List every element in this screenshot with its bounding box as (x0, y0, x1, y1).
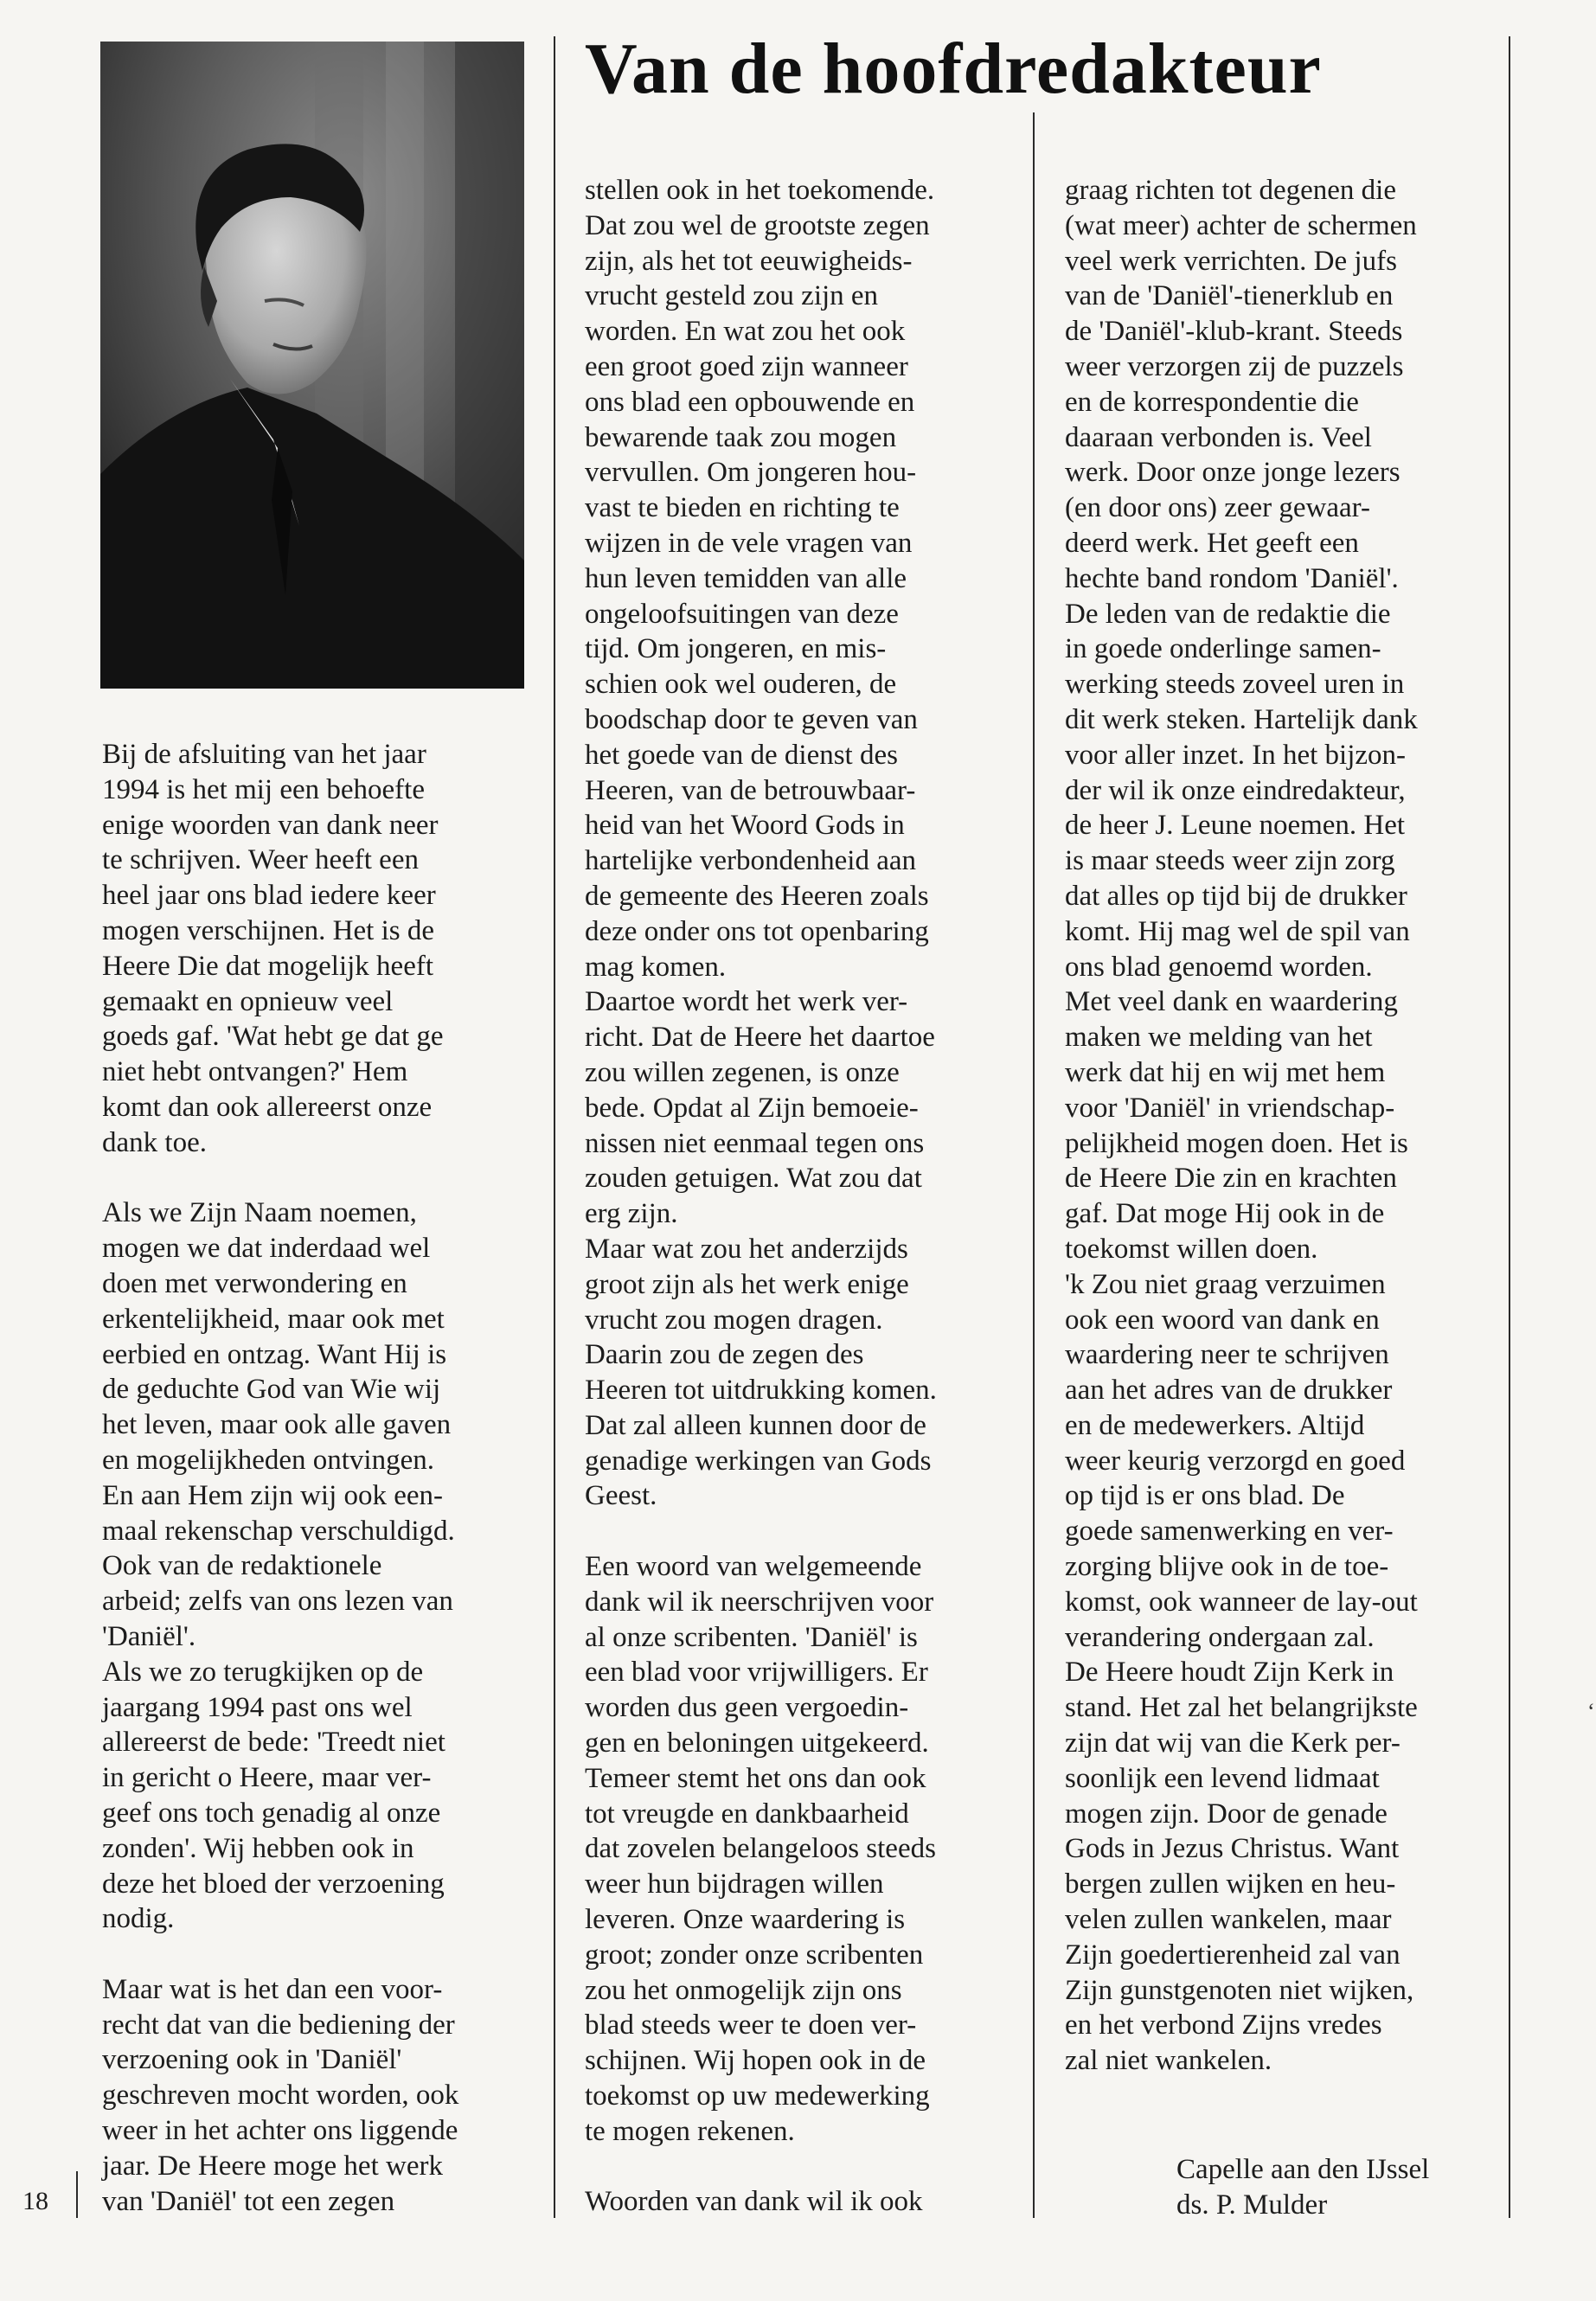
text-line: van de 'Daniël'-tienerklub en (1065, 280, 1394, 312)
text-line: werk dat hij en wij met hem (1065, 1056, 1386, 1088)
signature-place: Capelle aan den IJssel (1176, 2154, 1430, 2185)
text-line: zorging blijve ook in de toe- (1065, 1551, 1389, 1583)
edge-mark: ‘ (1587, 1699, 1595, 1724)
article-title: Van de hoofdredakteur (585, 29, 1322, 109)
text-line: aan het adres van de drukker (1065, 1375, 1393, 1407)
text-line: deze het bloed der verzoening (102, 1868, 445, 1900)
text-line: veel werk verrichten. De jufs (1065, 245, 1397, 277)
text-line: boodschap door te geven van (585, 703, 918, 735)
text-line: tijd. Om jongeren, en mis- (585, 633, 887, 665)
text-line: de gemeente des Heeren zoals (585, 880, 929, 912)
text-line: komt. Hij mag wel de spil van (1065, 915, 1410, 947)
text-line: daaraan verbonden is. Veel (1065, 421, 1372, 453)
text-line: Daarin zou de zegen des (585, 1339, 864, 1371)
text-line: bede. Opdat al Zijn bemoeie- (585, 1092, 919, 1124)
text-line: heid van het Woord Gods in (585, 810, 905, 842)
text-line: ongeloofsuitingen van deze (585, 598, 899, 630)
text-line: geef ons toch genadig al onze (102, 1797, 441, 1829)
text-line: zonden'. Wij hebben ook in (102, 1832, 414, 1864)
text-line: op tijd is er ons blad. De (1065, 1480, 1345, 1512)
text-line: enige woorden van dank neer (102, 809, 439, 841)
text-line: goeds gaf. 'Wat hebt ge dat ge (102, 1021, 444, 1053)
text-line: komt dan ook allereerst onze (102, 1091, 433, 1123)
text-line: en het verbond Zijns vredes (1065, 2009, 1382, 2041)
text-line: nissen niet eenmaal tegen ons (585, 1127, 925, 1159)
text-line: een blad voor vrijwilligers. Er (585, 1657, 928, 1689)
text-line: Ook van de redaktionele (102, 1550, 382, 1582)
text-line: doen met verwondering en (102, 1267, 407, 1299)
text-line: leveren. Onze waardering is (585, 1904, 906, 1936)
text-line: Als we Zijn Naam noemen, (102, 1197, 417, 1229)
text-line: dank toe. (102, 1126, 207, 1158)
text-line: zouden getuigen. Wat zou dat (585, 1163, 922, 1195)
text-line: niet hebt ontvangen?' Hem (102, 1056, 408, 1088)
text-line: weer in het achter ons liggende (102, 2115, 458, 2147)
text-line: waardering neer te schrijven (1065, 1339, 1389, 1371)
text-line: voor 'Daniël' in vriendschap- (1065, 1092, 1395, 1124)
signature-block (1176, 2152, 1429, 2223)
text-line: mogen zijn. Door de genade (1065, 1798, 1388, 1830)
text-line: Dat zal alleen kunnen door de (585, 1409, 926, 1441)
text-line: zou willen zegenen, is onze (585, 1056, 900, 1088)
text-line: het goede van de dienst des (585, 739, 898, 771)
text-line: jaargang 1994 past ons wel (102, 1691, 413, 1723)
text-line: genadige werkingen van Gods (585, 1445, 932, 1477)
text-line: verandering ondergaan zal. (1065, 1621, 1375, 1653)
text-line: goede samenwerking en ver- (1065, 1516, 1394, 1548)
text-line: verzoening ook in 'Daniël' (102, 2044, 402, 2076)
text-line: stellen ook in het toekomende. (585, 175, 935, 206)
text-line: geschreven mocht worden, ook (102, 2080, 459, 2112)
text-line: recht dat van die bediening der (102, 2009, 455, 2041)
text-line: heel jaar ons blad iedere keer (102, 880, 436, 912)
text-line: Heeren tot uitdrukking komen. (585, 1375, 937, 1407)
text-line: en de medewerkers. Altijd (1065, 1409, 1365, 1441)
text-line: de Heere Die zin en krachten (1065, 1163, 1397, 1195)
column-rule-1 (554, 36, 555, 2218)
text-line: weer verzorgen zij de puzzels (1065, 350, 1404, 382)
text-line: de 'Daniël'-klub-krant. Steeds (1065, 316, 1403, 348)
text-line: mogen verschijnen. Het is de (102, 914, 434, 946)
text-line: wijzen in de vele vragen van (585, 527, 913, 559)
text-line: blad steeds weer te doen ver- (585, 2009, 917, 2041)
text-line: van 'Daniël' tot een zegen (102, 2185, 395, 2217)
paragraph-gap (102, 1161, 458, 1196)
body-column-3 (1065, 173, 1418, 2079)
text-line: dank wil ik neerschrijven voor (585, 1586, 934, 1618)
text-line: maken we melding van het (1065, 1022, 1373, 1054)
text-line: 'Daniël'. (102, 1620, 196, 1652)
text-line: zou het onmogelijk zijn ons (585, 1974, 902, 2006)
text-line: hechte band rondom 'Daniël'. (1065, 562, 1399, 594)
text-line: ons blad een opbouwende en (585, 386, 915, 418)
right-margin-rule (1509, 36, 1510, 2218)
text-line: Als we zo terugkijken op de (102, 1656, 424, 1688)
text-line: nodig. (102, 1903, 175, 1935)
text-line: Zijn goedertierenheid zal van (1065, 1939, 1401, 1971)
text-line: toekomst willen doen. (1065, 1233, 1318, 1265)
text-line: Heeren, van de betrouwbaar- (585, 774, 916, 806)
text-line: velen zullen wankelen, maar (1065, 1904, 1392, 1936)
text-line: deerd werk. Het geeft een (1065, 527, 1359, 559)
text-line: voor aller inzet. In het bijzon- (1065, 739, 1407, 771)
text-line: 'k Zou niet graag verzuimen (1065, 1268, 1386, 1300)
signature-name: ds. P. Mulder (1176, 2189, 1328, 2221)
author-photo (100, 42, 524, 689)
text-line: Temeer stemt het ons dan ook (585, 1762, 926, 1794)
text-line: 1994 is het mij een behoefte (102, 773, 425, 805)
text-line: Daartoe wordt het werk ver- (585, 986, 908, 1018)
left-margin-rule (76, 2171, 78, 2218)
text-line: Een woord van welgemeende (585, 1551, 922, 1583)
text-line: mag komen. (585, 951, 727, 983)
text-line: groot zijn als het werk enige (585, 1268, 909, 1300)
text-line: vrucht gesteld zou zijn en (585, 280, 879, 312)
text-line: worden dus geen vergoedin- (585, 1692, 909, 1724)
text-line: tot vreugde en dankbaarheid (585, 1798, 909, 1830)
text-line: pelijkheid mogen doen. Het is (1065, 1127, 1408, 1159)
text-line: en mogelijkheden ontvingen. (102, 1444, 434, 1476)
text-line: dat alles op tijd bij de drukker (1065, 880, 1407, 912)
text-line: en de korrespondentie die (1065, 386, 1359, 418)
text-line: toekomst op uw medewerking (585, 2080, 930, 2112)
text-line: schijnen. Wij hopen ook in de (585, 2045, 926, 2077)
text-line: te mogen rekenen. (585, 2115, 795, 2147)
text-line: schien ook wel ouderen, de (585, 669, 897, 701)
text-line: werk. Door onze jonge lezers (1065, 457, 1401, 489)
text-line: allereerst de bede: 'Treedt niet (102, 1727, 445, 1759)
text-line: de heer J. Leune noemen. Het (1065, 810, 1406, 842)
text-line: hartelijke verbondenheid aan (585, 845, 916, 877)
text-line: ook een woord van dank en (1065, 1304, 1380, 1336)
text-line: richt. Dat de Heere het daartoe (585, 1022, 935, 1054)
text-line: groot; zonder onze scribenten (585, 1939, 924, 1971)
text-line: een groot goed zijn wanneer (585, 350, 908, 382)
text-line: jaar. De Heere moge het werk (102, 2150, 443, 2182)
text-line: Dat zou wel de grootste zegen (585, 209, 930, 241)
text-line: De Heere houdt Zijn Kerk in (1065, 1657, 1394, 1689)
text-line: weer hun bijdragen willen (585, 1868, 884, 1900)
paragraph-gap (585, 2150, 937, 2185)
text-line: De leden van de redaktie die (1065, 598, 1391, 630)
text-line: gemaakt en opnieuw veel (102, 985, 394, 1017)
text-line: is maar steeds weer zijn zorg (1065, 845, 1395, 877)
text-line: Heere Die dat mogelijk heeft (102, 950, 433, 982)
body-column-1 (102, 737, 458, 2219)
text-line: komst, ook wanneer de lay-out (1065, 1586, 1418, 1618)
text-line: zal niet wankelen. (1065, 2045, 1272, 2077)
body-column-2 (585, 173, 937, 2220)
text-line: erg zijn. (585, 1198, 678, 1230)
text-line: stand. Het zal het belangrijkste (1065, 1692, 1418, 1724)
text-line: bewarende taak zou mogen (585, 421, 897, 453)
text-line: eerbied en ontzag. Want Hij is (102, 1338, 447, 1370)
text-line: het leven, maar ook alle gaven (102, 1409, 452, 1441)
text-line: maal rekenschap verschuldigd. (102, 1515, 455, 1547)
text-line: Geest. (585, 1480, 657, 1512)
text-line: bergen zullen wijken en heu- (1065, 1868, 1396, 1900)
text-line: gen en beloningen uitgekeerd. (585, 1727, 929, 1759)
text-line: dit werk steken. Hartelijk dank (1065, 703, 1418, 735)
text-line: erkentelijkheid, maar ook met (102, 1303, 445, 1335)
text-line: in gericht o Heere, maar ver- (102, 1762, 432, 1794)
text-line: vervullen. Om jongeren hou- (585, 457, 917, 489)
text-line: al onze scribenten. 'Daniël' is (585, 1621, 918, 1653)
text-line: dat zovelen belangeloos steeds (585, 1833, 936, 1865)
paragraph-gap (102, 1937, 458, 1972)
text-line: Woorden van dank wil ik ook (585, 2186, 923, 2218)
text-line: zijn dat wij van die Kerk per- (1065, 1727, 1401, 1759)
text-line: hun leven temidden van alle (585, 562, 907, 594)
text-line: (wat meer) achter de schermen (1065, 209, 1417, 241)
text-line: Met veel dank en waardering (1065, 986, 1398, 1018)
column-rule-2 (1033, 112, 1035, 2218)
text-line: weer keurig verzorgd en goed (1065, 1445, 1406, 1477)
page-number: 18 (22, 2187, 48, 2215)
text-line: arbeid; zelfs van ons lezen van (102, 1586, 453, 1618)
text-line: (en door ons) zeer gewaar- (1065, 492, 1370, 524)
text-line: der wil ik onze eindredakteur, (1065, 774, 1406, 806)
text-line: Gods in Jezus Christus. Want (1065, 1833, 1400, 1865)
text-line: ons blad genoemd worden. (1065, 951, 1373, 983)
text-line: En aan Hem zijn wij ook een- (102, 1479, 444, 1511)
text-line: Zijn gunstgenoten niet wijken, (1065, 1974, 1414, 2006)
text-line: worden. En wat zou het ook (585, 316, 906, 348)
text-line: gaf. Dat moge Hij ook in de (1065, 1198, 1385, 1230)
text-line: Bij de afsluiting van het jaar (102, 739, 426, 770)
text-line: soonlijk een levend lidmaat (1065, 1762, 1380, 1794)
text-line: de geduchte God van Wie wij (102, 1374, 441, 1406)
text-line: in goede onderlinge samen- (1065, 633, 1381, 665)
text-line: vrucht zou mogen dragen. (585, 1304, 883, 1336)
text-line: graag richten tot degenen die (1065, 175, 1396, 206)
paragraph-gap (585, 1514, 937, 1549)
text-line: te schrijven. Weer heeft een (102, 844, 419, 876)
text-line: zijn, als het tot eeuwigheids- (585, 245, 913, 277)
text-line: Maar wat zou het anderzijds (585, 1233, 908, 1265)
text-line: werking steeds zoveel uren in (1065, 669, 1405, 701)
text-line: mogen we dat inderdaad wel (102, 1233, 431, 1265)
text-line: deze onder ons tot openbaring (585, 915, 929, 947)
text-line: vast te bieden en richting te (585, 492, 900, 524)
text-line: Maar wat is het dan een voor- (102, 1973, 443, 2005)
